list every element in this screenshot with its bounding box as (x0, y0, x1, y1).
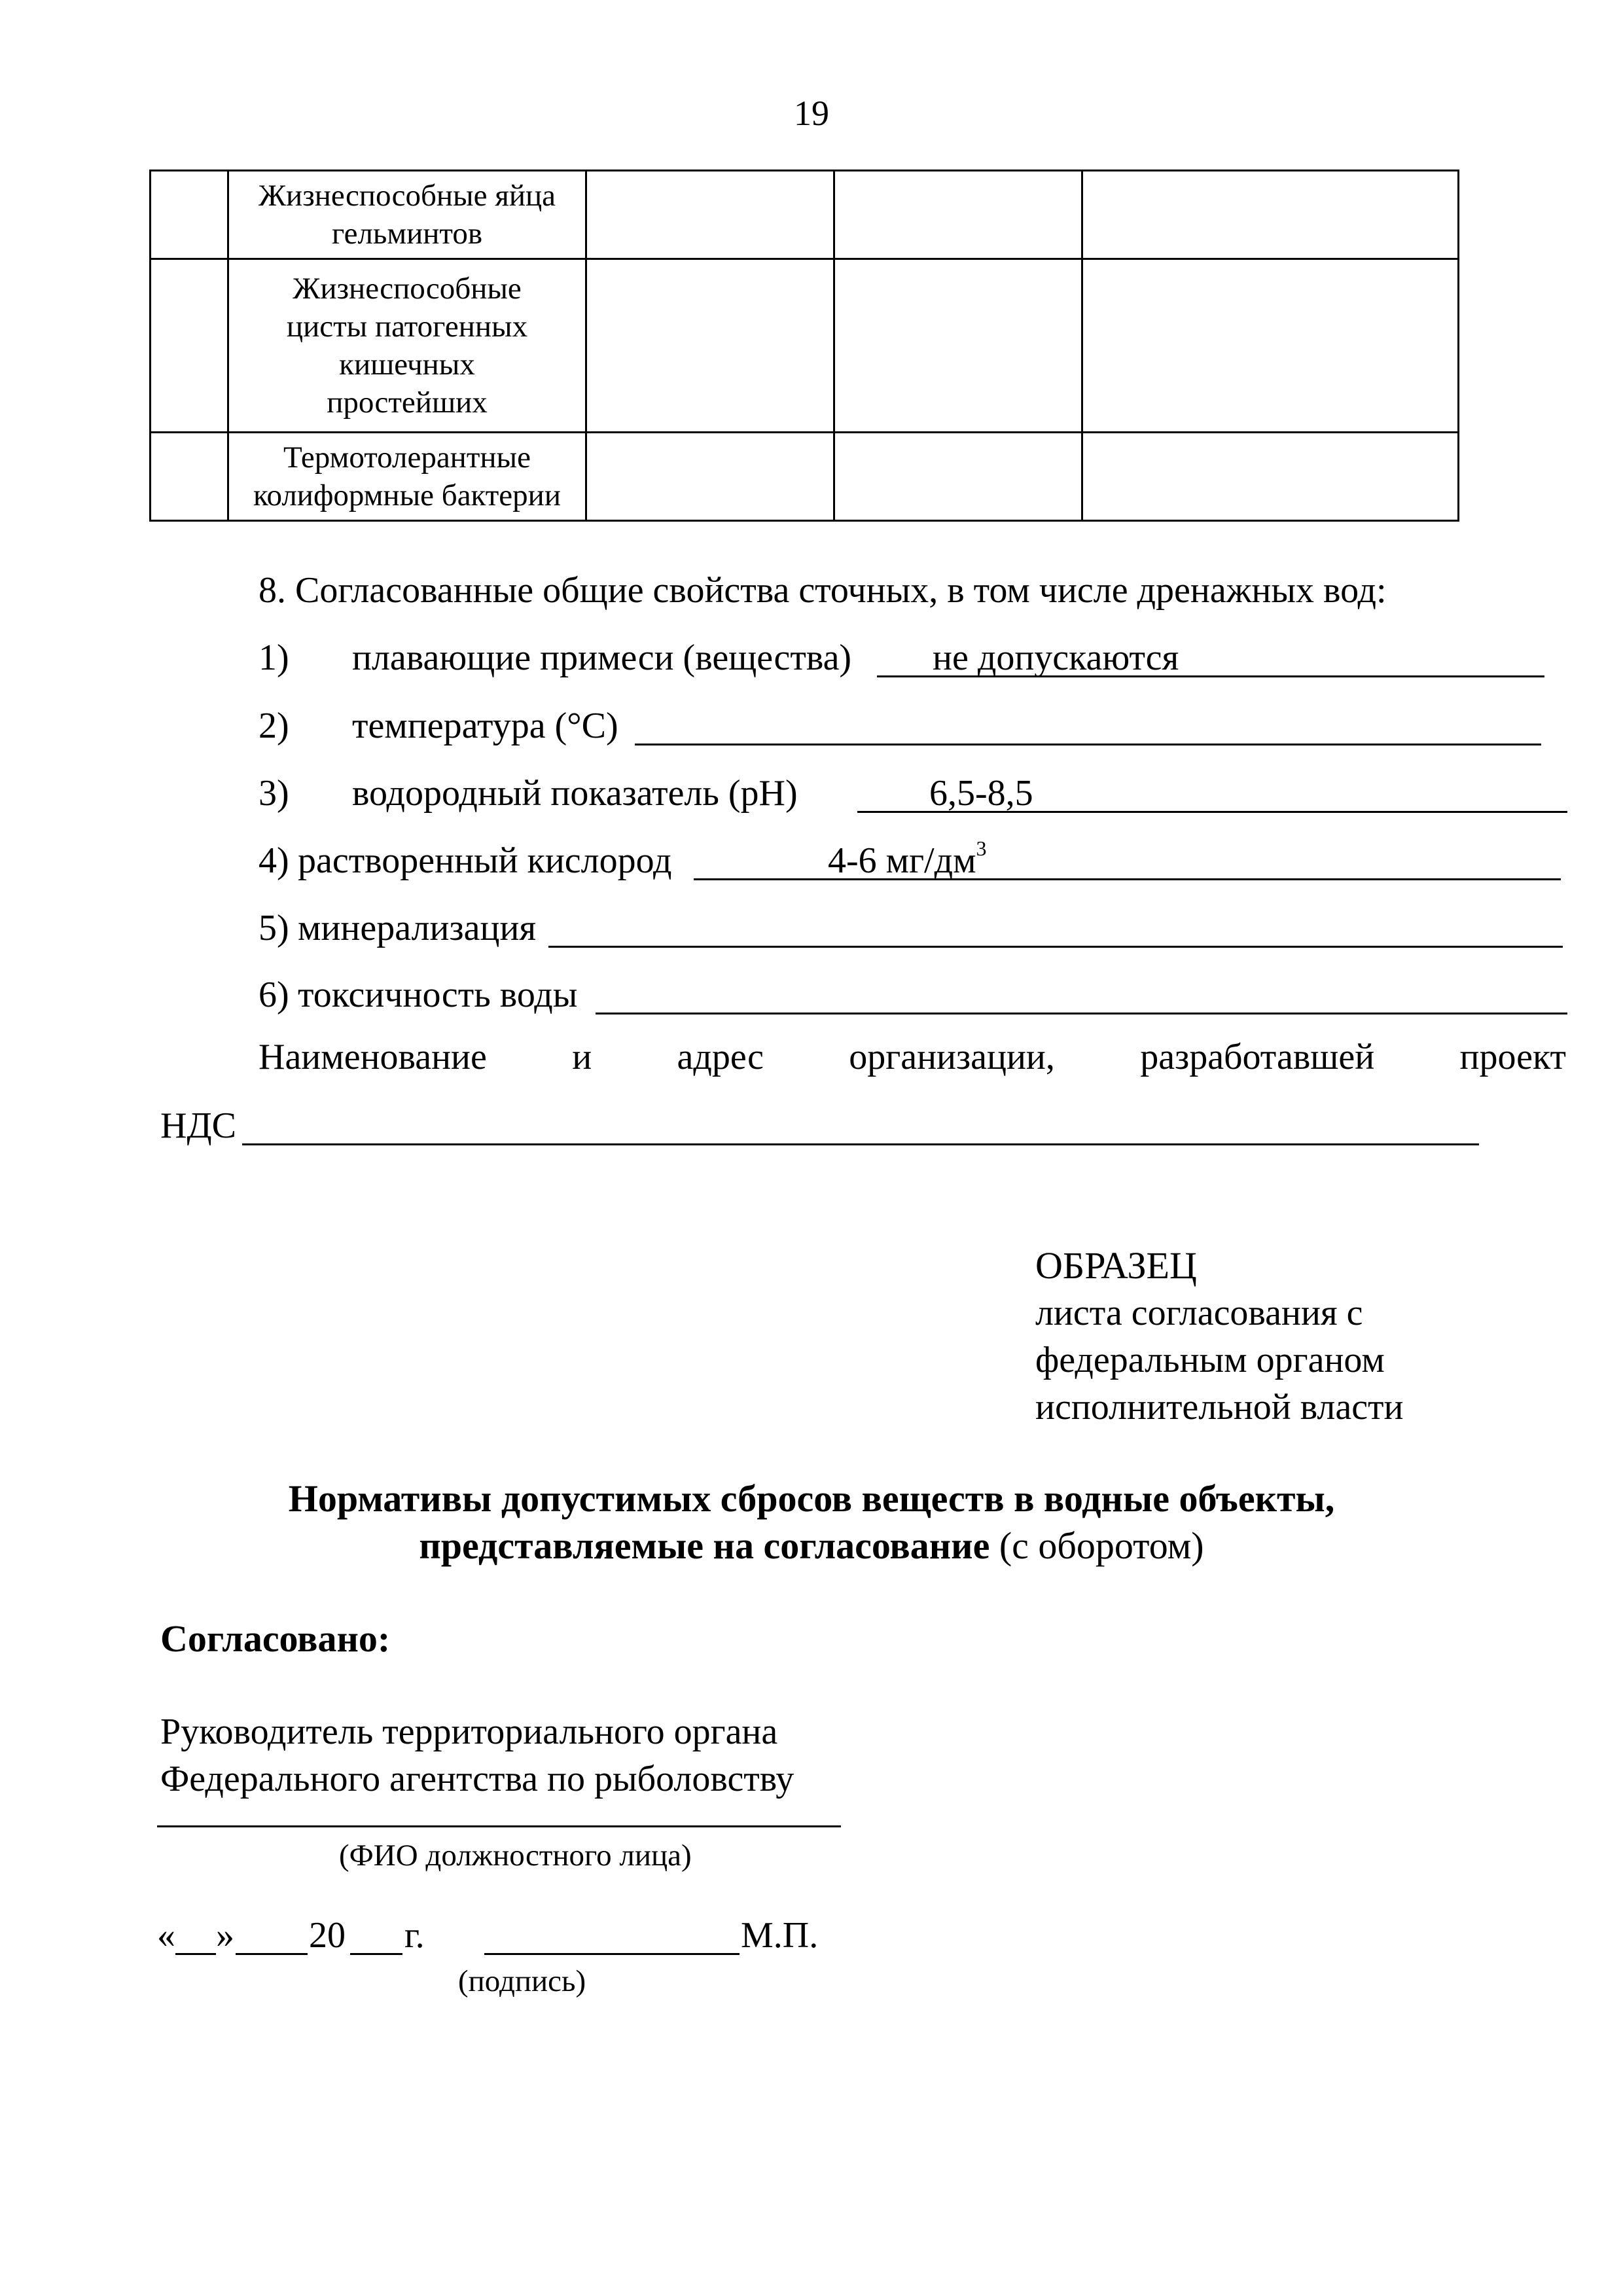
title-line-2 (0, 1522, 1623, 1570)
table-cell (586, 433, 834, 521)
year-prefix: 20 (309, 1915, 346, 1956)
table-cell (1082, 259, 1459, 433)
item-number: 1) (259, 637, 289, 678)
indicator-name-cell: Жизнеспособные яйца гельминтов (228, 171, 586, 259)
item-number: 5) (259, 908, 289, 948)
superscript: 3 (976, 836, 987, 860)
table-cell (586, 259, 834, 433)
org-word: Наименование (259, 1037, 487, 1077)
ph-value: 6,5-8,5 (929, 773, 1033, 814)
sample-line: исполнительной власти (1035, 1387, 1404, 1427)
sample-line: федеральным органом (1035, 1340, 1385, 1380)
temperature-label: температура (°С) (352, 706, 618, 746)
signature-caption: (подпись) (458, 1964, 586, 1998)
year-fill (350, 1953, 402, 1955)
date-day-fill (175, 1953, 216, 1955)
document-title (0, 1475, 1623, 1570)
floating-impurities-value: не допускаются (933, 637, 1179, 678)
row-number-cell (151, 433, 228, 521)
section-8-heading: 8. Согласованные общие свойства сточных, в том числе дренажных вод: (259, 570, 1387, 611)
dissolved-oxygen-value: 4-6 $мг/дм^3$ (828, 836, 987, 881)
organization-fill-line (242, 1143, 1479, 1145)
item-number: 3) (259, 773, 289, 814)
title-line-2-normal: (с оборотом) (990, 1524, 1204, 1567)
year-suffix: г. (404, 1915, 425, 1956)
table-cell (1082, 171, 1459, 259)
water-toxicity-label: токсичность воды (298, 975, 578, 1015)
org-word: организации, (849, 1037, 1055, 1077)
item-number: 6) (259, 975, 289, 1015)
table-row (151, 259, 1459, 433)
nds-label: НДС (160, 1105, 236, 1146)
stamp-mark: М.П. (741, 1915, 819, 1956)
table-row (151, 171, 1459, 259)
indicators-table-fragment (149, 170, 1459, 522)
item-number: 2) (259, 706, 289, 746)
title-line-2-bold: представляемые на согласование (419, 1524, 990, 1567)
table-cell (834, 259, 1082, 433)
approver-position-line: Руководитель территориального органа (160, 1712, 778, 1752)
signature-fill-line (484, 1953, 740, 1955)
sample-line: листа согласования с (1035, 1293, 1363, 1333)
table-cell (1082, 433, 1459, 521)
ph-label: водородный показатель (рН) (352, 773, 798, 814)
org-word: проект (1459, 1037, 1566, 1077)
fio-signature-line (157, 1825, 841, 1827)
page-number: 19 (794, 94, 829, 133)
indicator-name-cell: Термотолерантные колиформные бактерии (228, 433, 586, 521)
row-number-cell (151, 259, 228, 433)
date-open-quote: « (157, 1915, 175, 1956)
organization-name-line (259, 1036, 1566, 1078)
mineralization-label: минерализация (298, 908, 537, 948)
dissolved-oxygen-fill-line (694, 878, 1561, 880)
water-toxicity-fill-line (596, 1013, 1567, 1014)
org-word: разработавшей (1140, 1037, 1375, 1077)
mineralization-fill-line (548, 946, 1563, 948)
table-row (151, 433, 1459, 521)
item-number: 4) (259, 840, 289, 881)
org-word: и (572, 1037, 592, 1077)
date-month-fill (236, 1953, 308, 1955)
approval-label: Согласовано: (160, 1617, 391, 1660)
approver-position-line: Федерального агентства по рыболовству (160, 1759, 794, 1799)
org-word: адрес (677, 1037, 764, 1077)
table-cell (834, 433, 1082, 521)
indicator-name-cell: Жизнеспособные цисты патогенных кишечных простейших (228, 259, 586, 433)
date-close-quote: » (216, 1915, 234, 1956)
approver-position (160, 1708, 794, 1803)
sample-block (1035, 1242, 1404, 1431)
title-line-1: Нормативы допустимых сбросов веществ в водные объекты, (288, 1477, 1335, 1520)
table-cell (586, 171, 834, 259)
fio-caption: (ФИО должностного лица) (339, 1839, 692, 1873)
row-number-cell (151, 171, 228, 259)
temperature-fill-line (635, 744, 1541, 745)
sample-heading: ОБРАЗЕЦ (1035, 1244, 1197, 1287)
dissolved-oxygen-label: растворенный кислород (298, 840, 672, 881)
floating-impurities-label: плавающие примеси (вещества) (352, 637, 852, 678)
table-cell (834, 171, 1082, 259)
